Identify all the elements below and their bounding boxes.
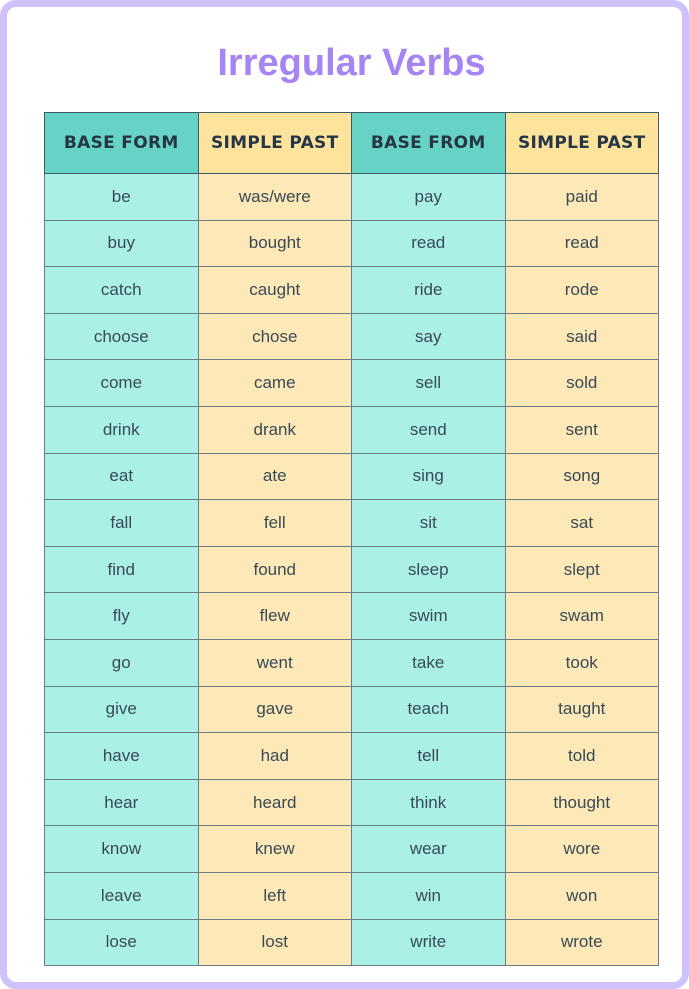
simple-past-cell: took (505, 639, 659, 686)
base-form-cell: be (45, 174, 199, 221)
base-form-cell: fly (45, 593, 199, 640)
simple-past-cell: caught (198, 267, 352, 314)
base-form-cell: catch (45, 267, 199, 314)
base-form-cell: teach (352, 686, 506, 733)
simple-past-cell: thought (505, 779, 659, 826)
base-form-cell: choose (45, 313, 199, 360)
base-form-cell: take (352, 639, 506, 686)
simple-past-cell: came (198, 360, 352, 407)
column-header-base-form: BASE FORM (45, 113, 199, 174)
table-row (45, 267, 659, 314)
simple-past-cell: told (505, 733, 659, 780)
table-row (45, 220, 659, 267)
simple-past-cell: was/were (198, 174, 352, 221)
table-row (45, 360, 659, 407)
simple-past-cell: went (198, 639, 352, 686)
base-form-cell: fall (45, 500, 199, 547)
simple-past-cell: ate (198, 453, 352, 500)
base-form-cell: buy (45, 220, 199, 267)
simple-past-cell: read (505, 220, 659, 267)
table-body (45, 174, 659, 966)
base-form-cell: find (45, 546, 199, 593)
simple-past-cell: chose (198, 313, 352, 360)
base-form-cell: leave (45, 872, 199, 919)
simple-past-cell: left (198, 872, 352, 919)
table-row (45, 779, 659, 826)
simple-past-cell: gave (198, 686, 352, 733)
column-header-simple-past-2: SIMPLE PAST (505, 113, 659, 174)
column-header-base-from: BASE FROM (352, 113, 506, 174)
table-header (45, 113, 659, 174)
simple-past-cell: lost (198, 919, 352, 966)
table-row (45, 174, 659, 221)
base-form-cell: ride (352, 267, 506, 314)
table-row (45, 826, 659, 873)
base-form-cell: read (352, 220, 506, 267)
simple-past-cell: wrote (505, 919, 659, 966)
table-row (45, 686, 659, 733)
base-form-cell: sell (352, 360, 506, 407)
table-row (45, 406, 659, 453)
table-row (45, 546, 659, 593)
base-form-cell: think (352, 779, 506, 826)
base-form-cell: go (45, 639, 199, 686)
table-row (45, 733, 659, 780)
base-form-cell: know (45, 826, 199, 873)
column-header-simple-past: SIMPLE PAST (198, 113, 352, 174)
base-form-cell: hear (45, 779, 199, 826)
base-form-cell: sleep (352, 546, 506, 593)
simple-past-cell: knew (198, 826, 352, 873)
base-form-cell: eat (45, 453, 199, 500)
base-form-cell: win (352, 872, 506, 919)
base-form-cell: have (45, 733, 199, 780)
simple-past-cell: bought (198, 220, 352, 267)
verb-table (44, 112, 659, 966)
simple-past-cell: sat (505, 500, 659, 547)
simple-past-cell: said (505, 313, 659, 360)
page-title: Irregular Verbs (217, 42, 486, 84)
base-form-cell: send (352, 406, 506, 453)
table-row (45, 919, 659, 966)
simple-past-cell: drank (198, 406, 352, 453)
simple-past-cell: had (198, 733, 352, 780)
base-form-cell: say (352, 313, 506, 360)
header-row (45, 113, 659, 174)
simple-past-cell: found (198, 546, 352, 593)
simple-past-cell: swam (505, 593, 659, 640)
base-form-cell: swim (352, 593, 506, 640)
simple-past-cell: flew (198, 593, 352, 640)
base-form-cell: write (352, 919, 506, 966)
simple-past-cell: rode (505, 267, 659, 314)
simple-past-cell: sold (505, 360, 659, 407)
base-form-cell: sit (352, 500, 506, 547)
base-form-cell: pay (352, 174, 506, 221)
base-form-cell: wear (352, 826, 506, 873)
simple-past-cell: won (505, 872, 659, 919)
base-form-cell: come (45, 360, 199, 407)
table-row (45, 313, 659, 360)
simple-past-cell: paid (505, 174, 659, 221)
base-form-cell: lose (45, 919, 199, 966)
table-row (45, 872, 659, 919)
simple-past-cell: sent (505, 406, 659, 453)
base-form-cell: give (45, 686, 199, 733)
table-row (45, 500, 659, 547)
base-form-cell: drink (45, 406, 199, 453)
simple-past-cell: fell (198, 500, 352, 547)
table-row (45, 639, 659, 686)
base-form-cell: sing (352, 453, 506, 500)
simple-past-cell: heard (198, 779, 352, 826)
simple-past-cell: slept (505, 546, 659, 593)
simple-past-cell: song (505, 453, 659, 500)
base-form-cell: tell (352, 733, 506, 780)
simple-past-cell: wore (505, 826, 659, 873)
simple-past-cell: taught (505, 686, 659, 733)
table-row (45, 593, 659, 640)
table-row (45, 453, 659, 500)
